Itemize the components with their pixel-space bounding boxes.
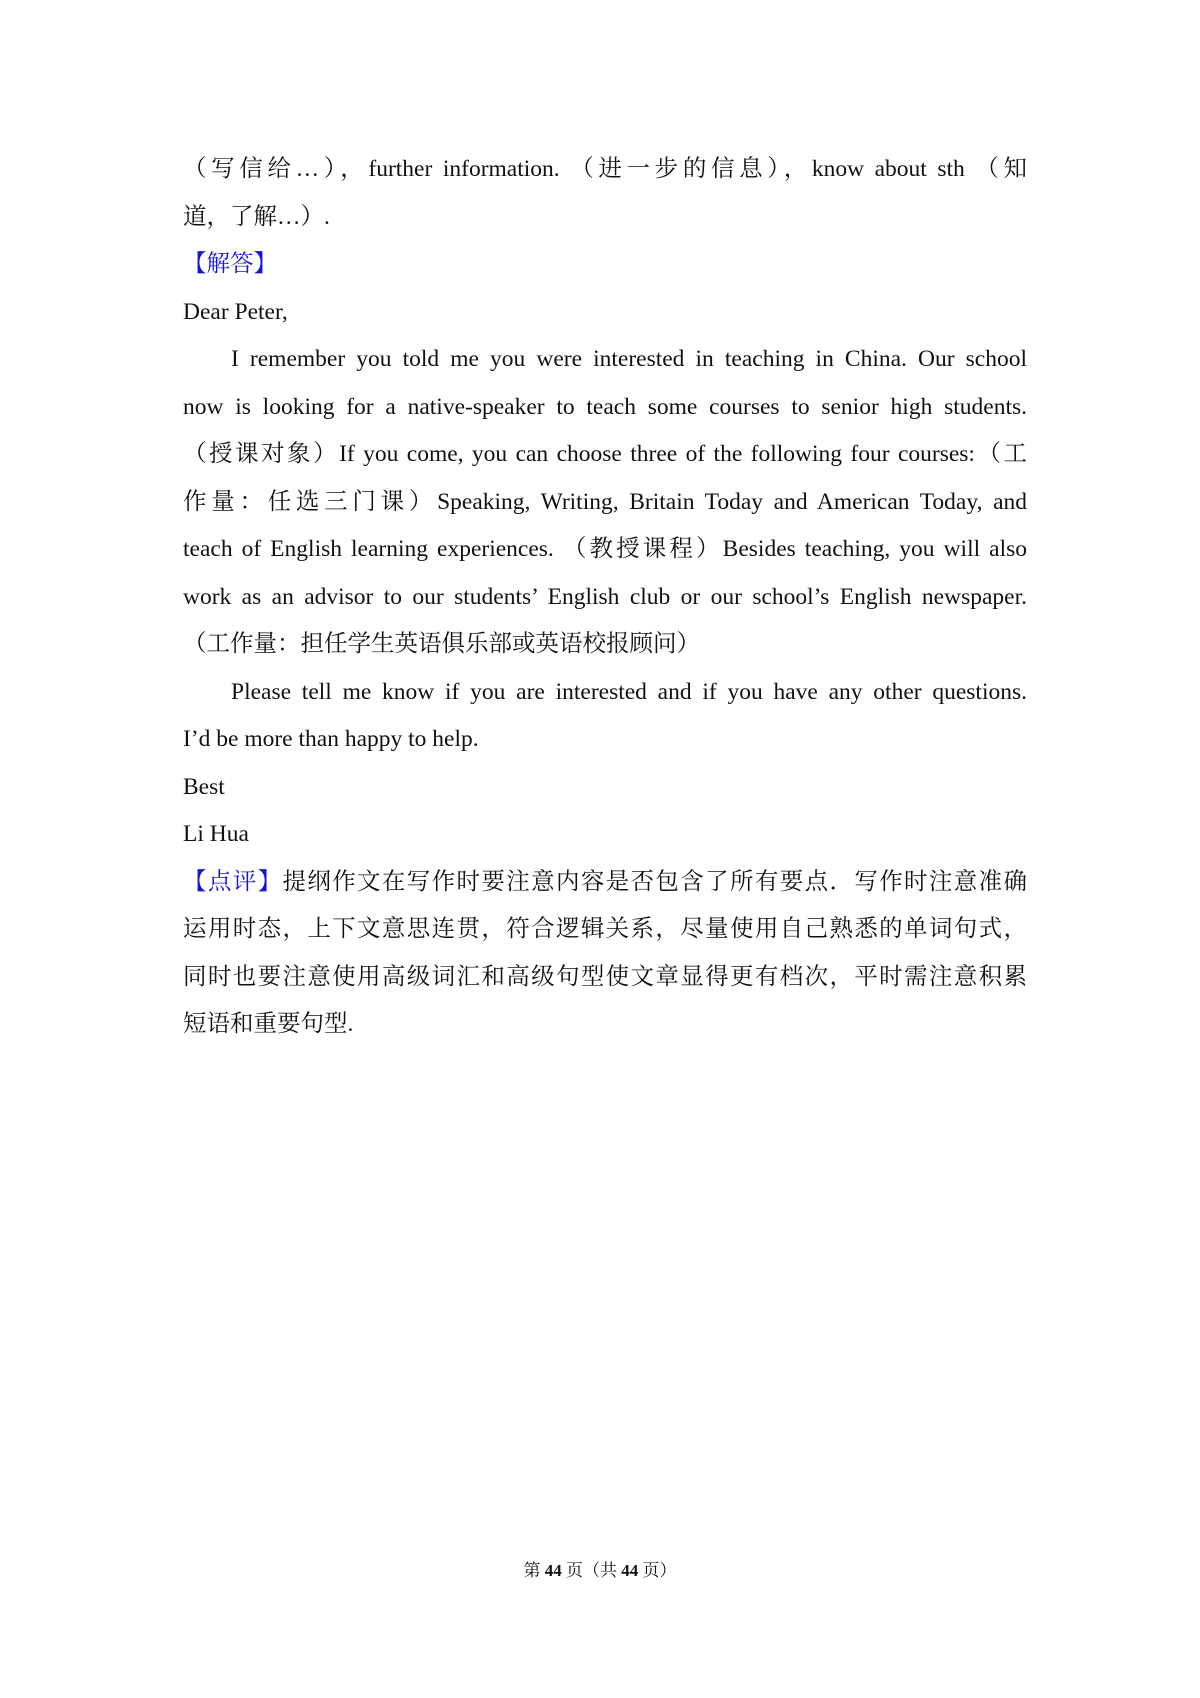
letter-paragraph-2-line: I’d be more than happy to help. [183,726,479,752]
letter-signature: Li Hua [183,821,249,847]
footer-suffix: 页） [638,1561,677,1580]
answer-heading: 【解答】 [183,251,277,277]
footer-middle: 页（共 [561,1561,622,1580]
analysis-line-1: （写信给…），further information. （进一步的信息），know about sth （知 [183,156,1027,182]
letter-closing: Best [183,773,225,800]
page-footer [0,1556,1200,1581]
comment-line-1 [183,859,1027,907]
letter-paragraph-1-line: work as an advisor to our students’ English club or our school’s English newspaper. [183,583,1027,610]
comment-heading: 【点评】 [183,868,283,895]
letter-salutation: Dear Peter, [183,298,288,325]
letter-paragraph-1-line: I remember you told me you were interested in teaching in China. Our school [231,346,1027,372]
footer-prefix: 第 [523,1561,545,1580]
letter-paragraph-1-line: now is looking for a native-speaker to teach some courses to senior high students. [183,393,1027,420]
comment-line: 短语和重要句型. [183,1011,354,1037]
letter-paragraph-1-line: （授课对象）If you come, you can choose three of the following four courses:（工 [183,441,1027,467]
total-page-number: 44 [621,1561,639,1580]
comment-text: 提纲作文在写作时要注意内容是否包含了所有要点．写作时注意准确 [282,868,1028,895]
letter-paragraph-1-line: teach of English learning experiences. （教授课程）Besides teaching, you will also [183,536,1027,562]
current-page-number: 44 [544,1561,562,1580]
letter-paragraph-1-line: （工作量：担任学生英语俱乐部或英语校报顾问） [183,631,700,657]
letter-paragraph-1-line: 作量：任选三门课）Speaking, Writing, Britain Today and American Today, and [183,488,1027,515]
comment-line: 同时也要注意使用高级词汇和高级句型使文章显得更有档次，平时需注意积累 [183,963,1027,990]
document-body [183,146,1027,1049]
analysis-line-2: 道，了解…）. [183,203,330,230]
comment-line: 运用时态，上下文意思连贯，符合逻辑关系，尽量使用自己熟悉的单词句式， [183,916,1027,942]
letter-paragraph-2-line: Please tell me know if you are interested and if you have any other questions. [231,678,1027,705]
